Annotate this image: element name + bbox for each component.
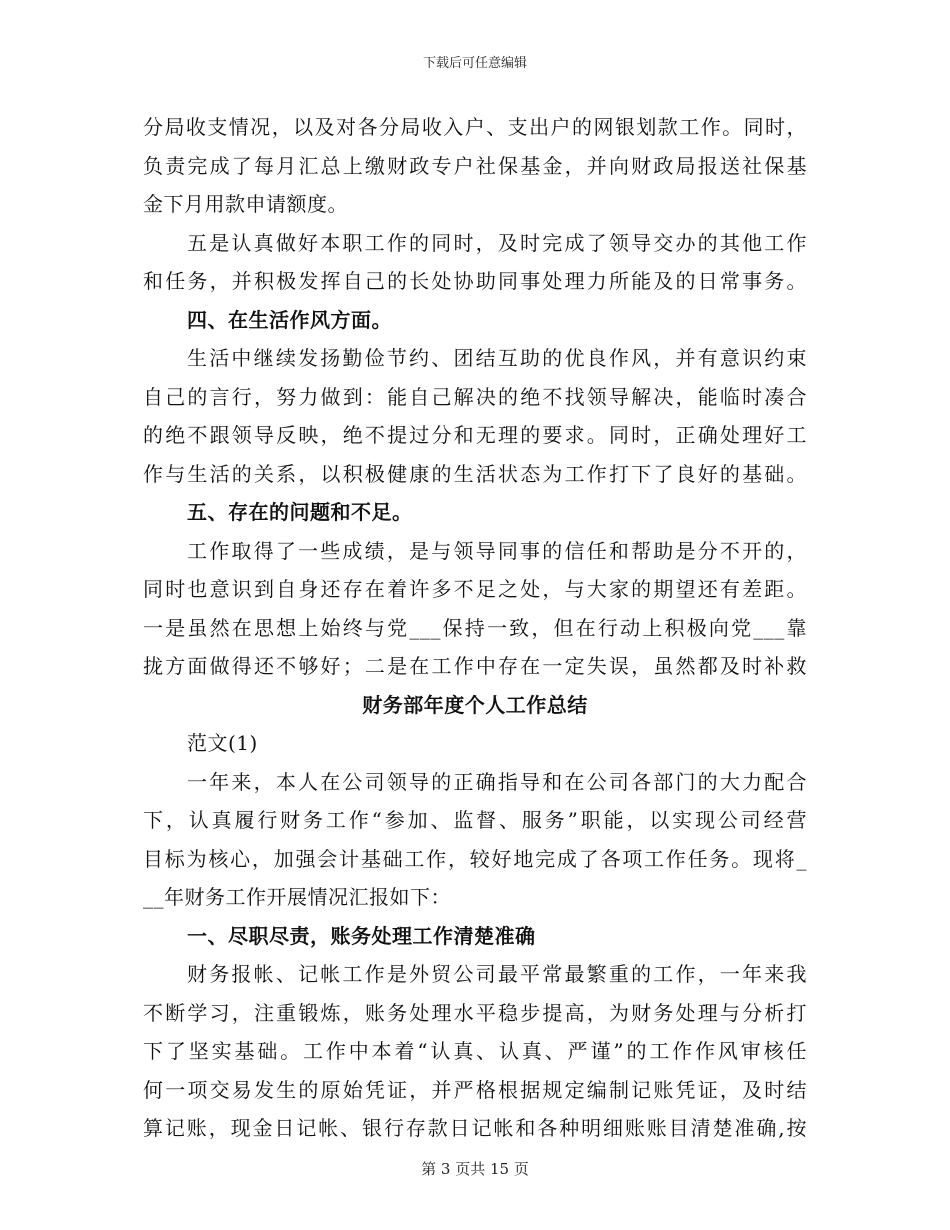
paragraph-line: 负责完成了每月汇总上缴财政专户社保基金，并向财政局报送社保基 — [143, 153, 807, 178]
paragraph-line: 分局收支情况，以及对各分局收入户、支出户的网银划款工作。同时， — [143, 115, 807, 139]
page-header-note: 下载后可任意编辑 — [422, 56, 527, 71]
paragraph-line: 金下月用款申请额度。 — [143, 192, 348, 216]
paragraph-line: 工作取得了一些成绩，是与领导同事的信任和帮助是分不开的， — [187, 538, 807, 563]
paragraph-line: 下了坚实基础。工作中本着“认真、认真、严谨”的工作作风审核任 — [143, 1039, 807, 1063]
section-heading: 四、在生活作风方面。 — [187, 307, 392, 332]
paragraph-line: 一年来，本人在公司领导的正确指导和在公司各部门的大力配合 — [187, 769, 807, 794]
paragraph-line: 财务报帐、记帐工作是外贸公司最平常最繁重的工作，一年来我 — [187, 962, 807, 986]
paragraph-line: 自己的言行，努力做到：能自己解决的绝不找领导解决，能临时凑合 — [143, 384, 807, 409]
paragraph-line: 和任务，并积极发挥自己的长处协助同事处理力所能及的日常事务。 — [143, 269, 807, 293]
paragraph-line: 生活中继续发扬勤俭节约、团结互助的优良作风，并有意识约束 — [187, 346, 807, 370]
paragraph-line: 作与生活的关系，以积极健康的生活状态为工作打下了良好的基础。 — [143, 461, 807, 486]
paragraph-line: 一是虽然在思想上始终与党___保持一致，但在行动上积极向党___靠 — [143, 615, 807, 640]
paragraph-line: 下，认真履行财务工作“参加、监督、服务”职能，以实现公司经营 — [143, 808, 807, 832]
paragraph-line: 的绝不跟领导反映，绝不提过分和无理的要求。同时，正确处理好工 — [143, 423, 807, 447]
paragraph-line: 算记账，现金日记帐、银行存款日记帐和各种明细账账目清楚准确,按 — [143, 1116, 807, 1140]
paragraph-line: 拢方面做得还不够好；二是在工作中存在一定失误，虽然都及时补救 — [143, 654, 807, 678]
paragraph-line: __年财务工作开展情况汇报如下： — [143, 885, 451, 909]
section-heading: 一、尽职尽责，账务处理工作清楚准确 — [187, 923, 536, 948]
paragraph-line: 范文(1) — [187, 731, 258, 755]
page-number: 第 3 页共 15 页 — [421, 1160, 529, 1178]
paragraph-line: 不断学习，注重锻炼，账务处理水平稳步提高，为财务处理与分析打 — [143, 1000, 807, 1025]
document-title: 财务部年度个人工作总结 — [362, 692, 588, 717]
paragraph-line: 同时也意识到自身还存在着许多不足之处，与大家的期望还有差距。 — [143, 577, 807, 601]
section-heading: 五、存在的问题和不足。 — [187, 500, 413, 524]
paragraph-line: 何一项交易发生的原始凭证，并严格根据规定编制记账凭证，及时结 — [143, 1077, 807, 1102]
document-body — [143, 108, 807, 1148]
paragraph-line: 五是认真做好本职工作的同时，及时完成了领导交办的其他工作 — [187, 230, 807, 255]
paragraph-line: 目标为核心，加强会计基础工作，较好地完成了各项工作任务。现将_ — [143, 846, 807, 871]
